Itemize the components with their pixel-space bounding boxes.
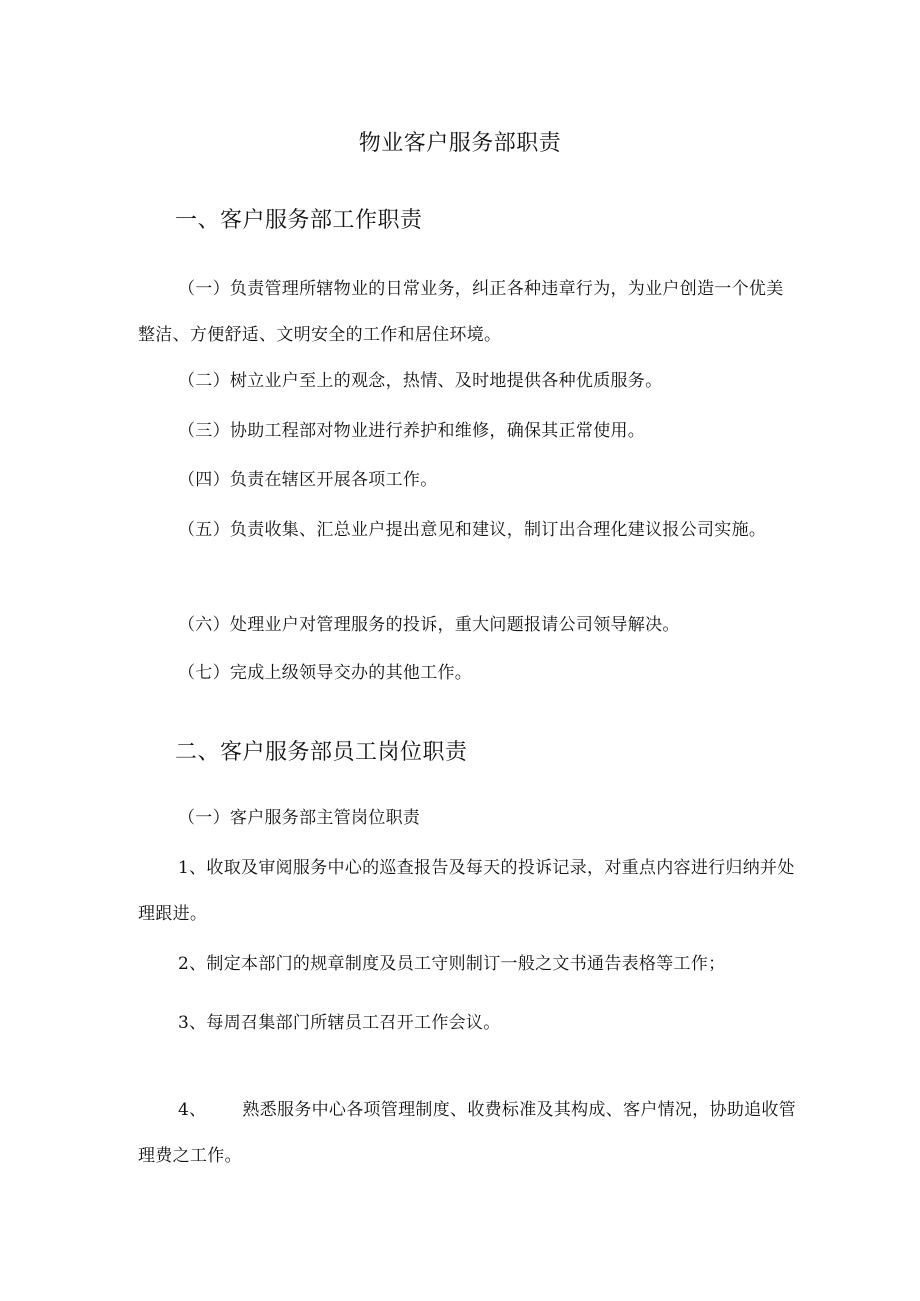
item-text: 熟悉服务中心各项管理制度、收费标准及其构成、客户情况，协助追收管理费之工作。 xyxy=(138,1100,797,1166)
section-1-item-7: （七）完成上级领导交办的其他工作。 xyxy=(178,663,473,683)
section-1-item-3: （三）协助工程部对物业进行养护和维修，确保其正常使用。 xyxy=(178,421,646,441)
section-2-heading: 二、客户服务部员工岗位职责 xyxy=(175,740,468,765)
item-text: 收取及审阅服务中心的巡查报告及每天的投诉记录，对重点内容进行归纳并处理跟进。 xyxy=(138,858,795,924)
item-number: 3、 xyxy=(178,1013,207,1033)
section-1-item-1: （一）负责管理所辖物业的日常业务，纠正各种违章行为，为业户创造一个优美整洁、方便舒适、文明安全的工作和居住环境。 xyxy=(138,279,784,345)
document-title: 物业客户服务部职责 xyxy=(358,131,562,156)
section-2-item-4 xyxy=(138,1087,798,1179)
item-number: 2、 xyxy=(178,954,207,974)
section-2-item-3 xyxy=(138,1000,798,1046)
section-1-item-4: （四）负责在辖区开展各项工作。 xyxy=(178,470,438,490)
item-text: 制定本部门的规章制度及员工守则制订一般之文书通告表格等工作； xyxy=(206,954,726,974)
item-text: 每周召集部门所辖员工召开工作会议。 xyxy=(206,1013,501,1033)
section-1-item-2: （二）树立业户至上的观念，热情、及时地提供各种优质服务。 xyxy=(178,371,663,391)
item-number: 1、 xyxy=(178,858,207,878)
section-1-item-6: （六）处理业户对管理服务的投诉，重大问题报请公司领导解决。 xyxy=(178,615,680,635)
section-2-sub-heading: （一）客户服务部主管岗位职责 xyxy=(178,808,421,828)
section-2-item-2 xyxy=(138,941,798,987)
section-1-heading: 一、客户服务部工作职责 xyxy=(175,208,423,233)
section-1-item-5: （五）负责收集、汇总业户提出意见和建议，制订出合理化建议报公司实施。 xyxy=(178,520,767,540)
item-number: 4、 xyxy=(178,1100,207,1120)
section-2-item-1 xyxy=(138,845,798,937)
